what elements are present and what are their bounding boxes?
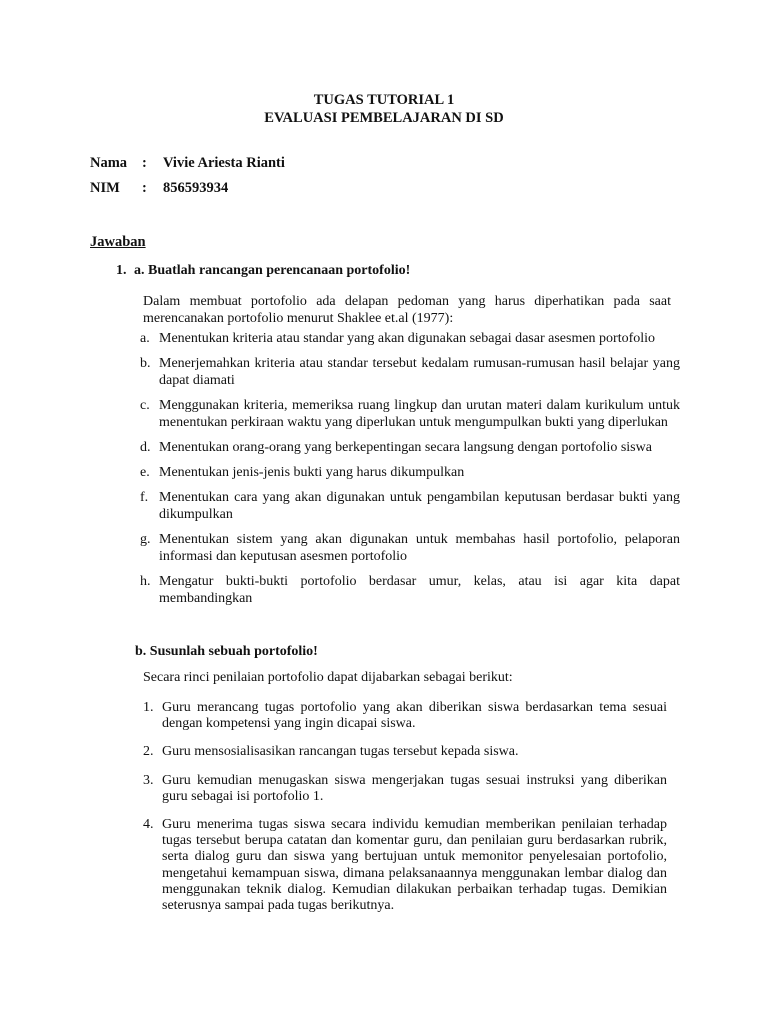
list-item-text: Mengatur bukti-bukti portofolio berdasar umur, kelas, atau isi agar kita dapat membandingkan xyxy=(159,574,680,606)
list-item-text: Guru merancang tugas portofolio yang akan diberikan siswa berdasarkan tema sesuai dengan kompetensi yang ingin dicapai siswa. xyxy=(162,700,667,732)
list-item xyxy=(143,744,667,760)
list-item xyxy=(135,355,680,389)
intro-line-2: merencanakan portofolio menurut Shaklee et.al (1977): xyxy=(143,311,454,326)
document-subtitle: EVALUASI PEMBELAJARAN DI SD xyxy=(264,110,504,126)
list-item-text: Menentukan jenis-jenis bukti yang harus dikumpulkan xyxy=(159,465,465,480)
nim-colon: : xyxy=(142,180,147,196)
list-marker: c. xyxy=(140,398,150,413)
list-item-text: Guru menerima tugas siswa secara individu kemudian memberikan penilaian terhadap tugas tersebut berupa catatan dan komentar guru, dan penilaian guru berdasarkan rubrik, serta dialog guru dan siswa yang bertujuan untuk memonitor penyelesaian portofolio, mengetahui kemampuan siswa, dimana pelaksanaannya menggunakan lembar dialog dan menggunakan teknik dialog. Kemudian dilakukan perbaikan terhadap tugas. Demikian seterusnya sampai pada tugas berikutnya. xyxy=(162,817,667,914)
question-a-title: a. Buatlah rancangan perencanaan portofolio! xyxy=(134,263,411,278)
nim-value: 856593934 xyxy=(163,180,229,196)
question-b-title: b. Susunlah sebuah portofolio! xyxy=(135,644,318,659)
list-item-text: Guru kemudian menugaskan siswa mengerjakan tugas sesuai instruksi yang diberikan guru sebagai isi portofolio 1. xyxy=(162,772,667,804)
list-marker: 1. xyxy=(143,700,154,715)
list-item-text: Menentukan sistem yang akan digunakan untuk membahas hasil portofolio, pelaporan informasi dan keputusan asesmen portofolio xyxy=(159,532,680,564)
name-label: Nama xyxy=(90,155,128,171)
list-item xyxy=(135,489,680,523)
answer-heading: Jawaban xyxy=(90,234,146,250)
list-item xyxy=(135,439,680,456)
list-marker: a. xyxy=(140,331,150,346)
list-marker: b. xyxy=(140,356,151,371)
list-item-text: Menerjemahkan kriteria atau standar tersebut kedalam rumusan-rumusan hasil belajar yang dapat diamati xyxy=(159,356,680,388)
name-colon: : xyxy=(142,155,147,171)
list-item xyxy=(135,464,680,481)
list-marker: f. xyxy=(140,490,149,505)
guideline-list xyxy=(135,330,680,615)
list-item-text: Menentukan kriteria atau standar yang akan digunakan sebagai dasar asesmen portofolio xyxy=(159,331,656,346)
list-item xyxy=(135,330,680,347)
steps-list xyxy=(143,700,667,926)
list-marker: 3. xyxy=(143,772,154,788)
list-marker: g. xyxy=(140,532,151,547)
list-item xyxy=(143,817,667,914)
list-item xyxy=(143,700,667,732)
document-title: TUGAS TUTORIAL 1 xyxy=(313,92,455,108)
list-item-text: Menggunakan kriteria, memeriksa ruang lingkup dan urutan materi dalam kurikulum untuk menentukan perkiraan waktu yang diperlukan untuk mengumpulkan bukti yang diperlukan xyxy=(159,398,680,430)
name-value: Vivie Ariesta Rianti xyxy=(163,155,285,171)
intro-line-1: Dalam membuat portofolio ada delapan pedoman yang harus diperhatikan pada saat xyxy=(143,294,671,309)
list-marker: d. xyxy=(140,440,151,455)
list-marker: e. xyxy=(140,465,150,480)
list-item xyxy=(135,531,680,565)
question-number: 1. xyxy=(116,263,127,278)
list-marker: h. xyxy=(140,574,151,589)
list-item xyxy=(135,573,680,607)
question-a-intro xyxy=(143,293,671,327)
list-marker: 4. xyxy=(143,817,154,833)
list-item xyxy=(135,397,680,431)
list-item xyxy=(143,773,667,805)
list-item-text: Menentukan cara yang akan digunakan untuk pengambilan keputusan berdasar bukti yang dikumpulkan xyxy=(159,490,680,522)
list-item-text: Guru mensosialisasikan rancangan tugas tersebut kepada siswa. xyxy=(162,744,519,760)
list-item-text: Menentukan orang-orang yang berkepentingan secara langsung dengan portofolio siswa xyxy=(159,440,652,455)
question-b-intro: Secara rinci penilaian portofolio dapat dijabarkan sebagai berikut: xyxy=(143,670,513,685)
list-marker: 2. xyxy=(143,744,154,760)
nim-label: NIM xyxy=(90,180,120,196)
